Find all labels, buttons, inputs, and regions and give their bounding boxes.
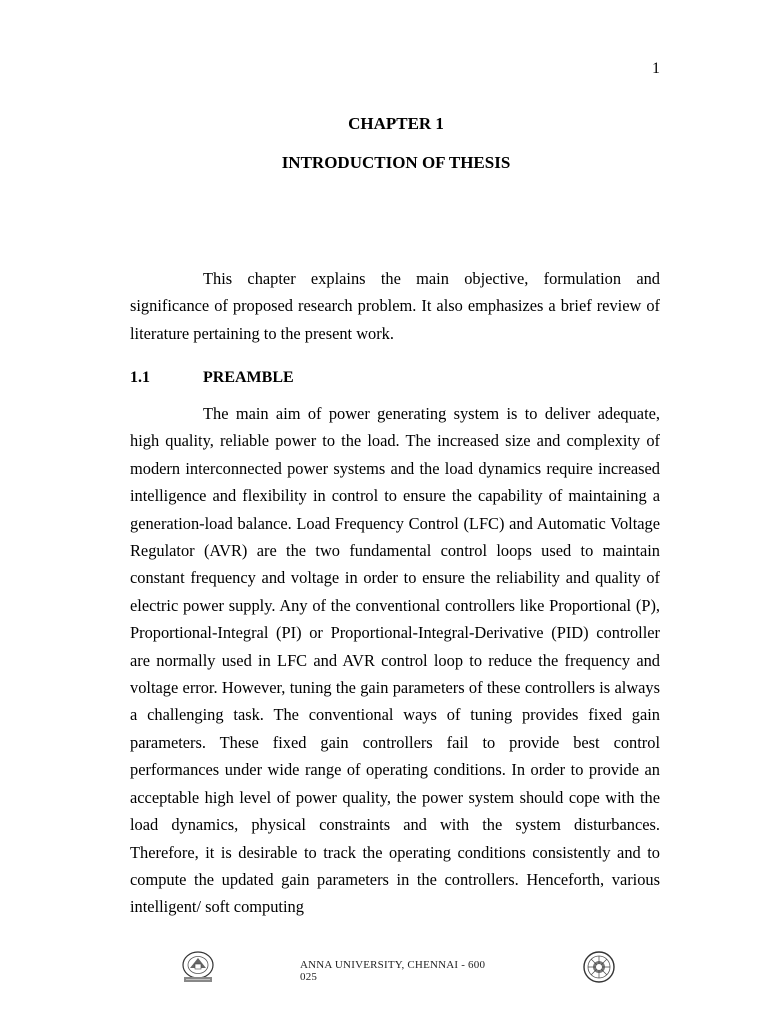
section-heading	[130, 369, 294, 387]
university-emblem-icon	[582, 950, 616, 984]
intro-paragraph: This chapter explains the main objective, formulation and significance of proposed research problem. It also emphasizes a brief review of literature pertaining to the present work.	[130, 269, 660, 343]
page-footer	[0, 950, 768, 986]
footer-university-name: ANNA UNIVERSITY, CHENNAI - 600 025	[300, 959, 486, 983]
chapter-subtitle: INTRODUCTION OF THESIS	[281, 153, 511, 172]
university-seal-icon	[178, 950, 218, 984]
page-number: 1	[652, 60, 660, 77]
chapter-title: CHAPTER 1	[348, 114, 444, 133]
preamble-paragraph: The main aim of power generating system is to deliver adequate, high quality, reliable power to the load. The increased size and complexity of modern interconnected power systems and the load dynamics require increased intelligence and flexibility in control to ensure the capability of maintaining a generation-load balance. Load Frequency Control (LFC) and Automatic Voltage Regulator (AVR) are the two fundamental control loops used to maintain constant frequency and voltage in order to ensure the reliability and quality of electric power supply. Any of the conventional controllers like Proportional (P), Proportional-Integral (PI) or Proportional-Integral-Derivative (PID) controller are normally used in LFC and AVR control loop to reduce the frequency and voltage error. However, tuning the gain parameters of these controllers is always a challenging task. The conventional ways of tuning provides fixed gain parameters. These fixed gain controllers fail to provide best control performances under wide range of operating conditions. In order to provide an acceptable high level of power quality, the power system should cope with the load dynamics, physical constraints and with the system disturbances. Therefore, it is desirable to track the operating conditions consistently and to compute the updated gain parameters in the controllers. Henceforth, various intelligent/ soft computing	[130, 404, 660, 917]
section-title: PREAMBLE	[203, 369, 294, 386]
section-number: 1.1	[130, 369, 150, 386]
